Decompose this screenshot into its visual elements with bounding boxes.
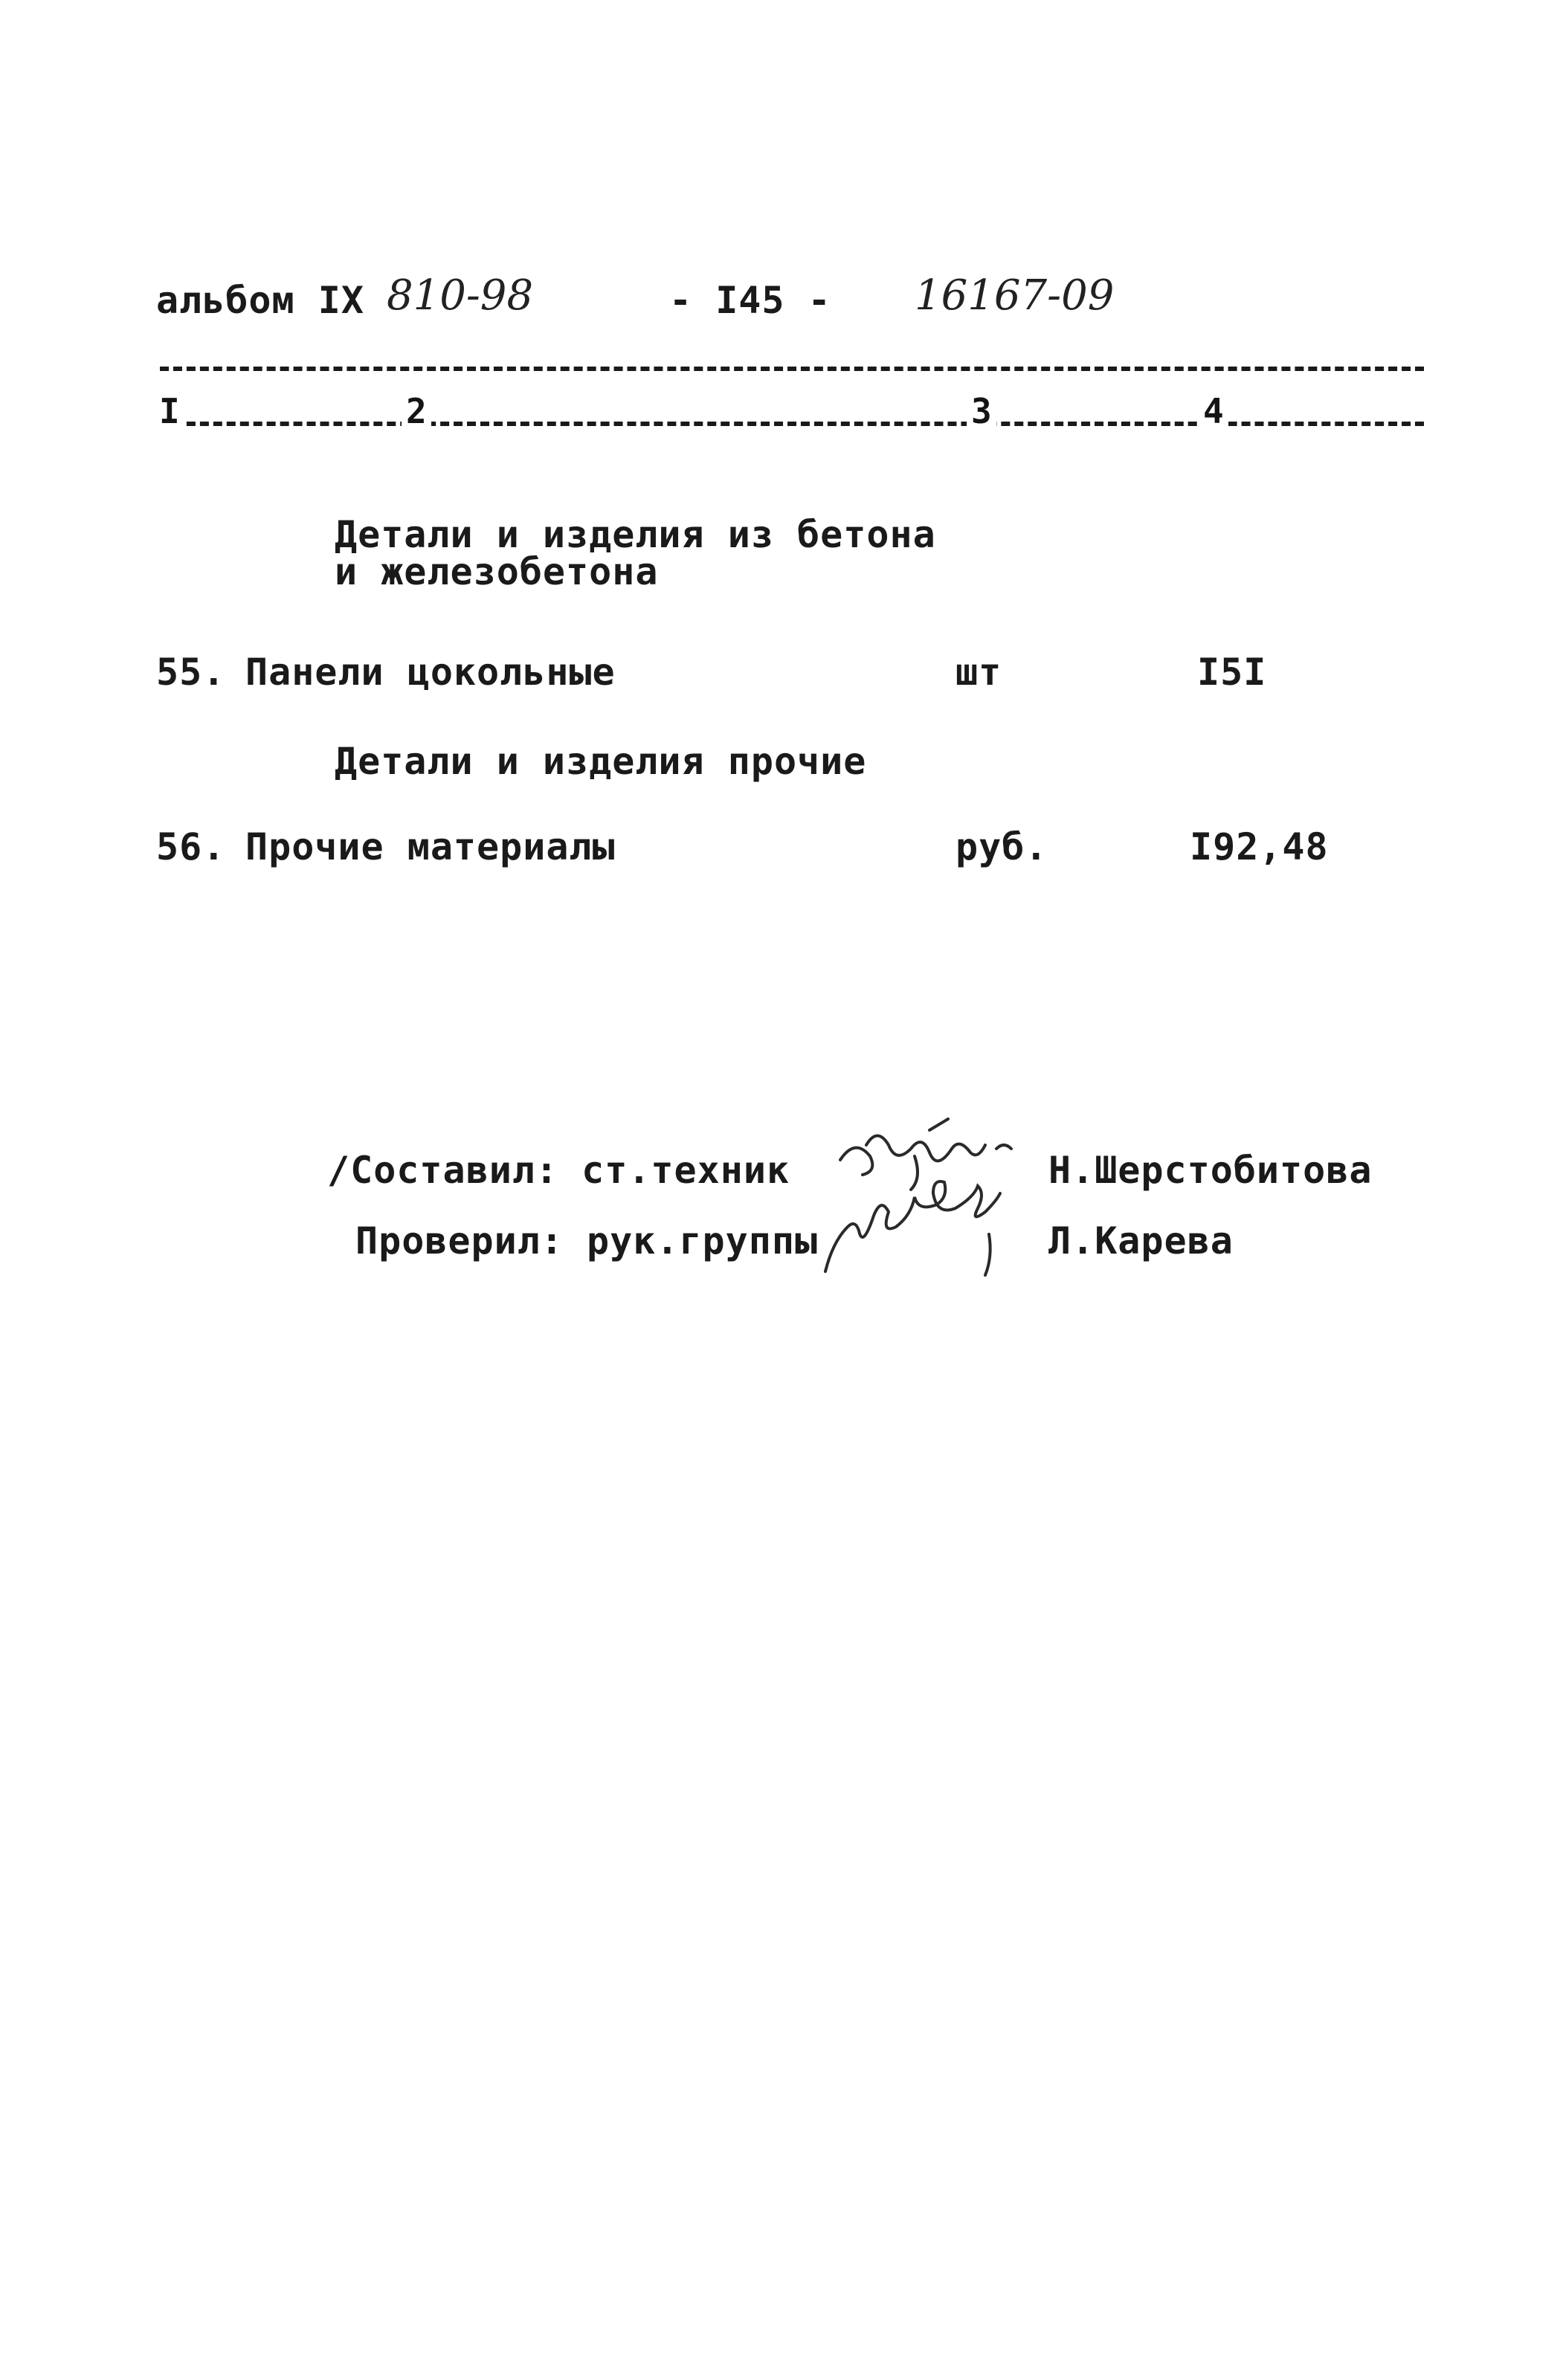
album-code-handwritten: 810-98 — [387, 271, 534, 320]
checked-by-label: Проверил: рук.группы — [355, 1219, 819, 1262]
page-number: - I45 - — [669, 279, 831, 322]
row-value: I5I — [1197, 651, 1267, 694]
column-number-2: 2 — [402, 394, 431, 428]
header-divider — [160, 367, 1424, 371]
column-number-4: 4 — [1199, 394, 1228, 428]
column-number-1: I — [155, 394, 184, 428]
compiled-by-name: Н.Шерстобитова — [1048, 1149, 1373, 1192]
section-title: Детали и изделия прочие — [335, 740, 867, 783]
column-number-divider — [160, 422, 1424, 426]
row-unit: руб. — [955, 825, 1048, 868]
column-number-3: 3 — [967, 394, 996, 428]
row-value: I92,48 — [1190, 825, 1329, 868]
signature-scribble-2 — [814, 1182, 1030, 1286]
doc-code-handwritten: 16167-09 — [915, 271, 1115, 320]
row-number: 55. — [156, 651, 226, 694]
section-title-continued: и железобетона — [335, 550, 659, 593]
compiled-by-label: /Составил: ст.техник — [327, 1149, 790, 1192]
row-unit: шт — [955, 651, 1002, 694]
row-number: 56. — [156, 825, 226, 868]
checked-by-name: Л.Карева — [1048, 1219, 1234, 1262]
row-name: Панели цокольные — [245, 651, 616, 694]
row-name: Прочие материалы — [245, 825, 616, 868]
section-title: Детали и изделия из бетона — [335, 513, 936, 556]
album-label: альбом IX — [156, 279, 364, 322]
